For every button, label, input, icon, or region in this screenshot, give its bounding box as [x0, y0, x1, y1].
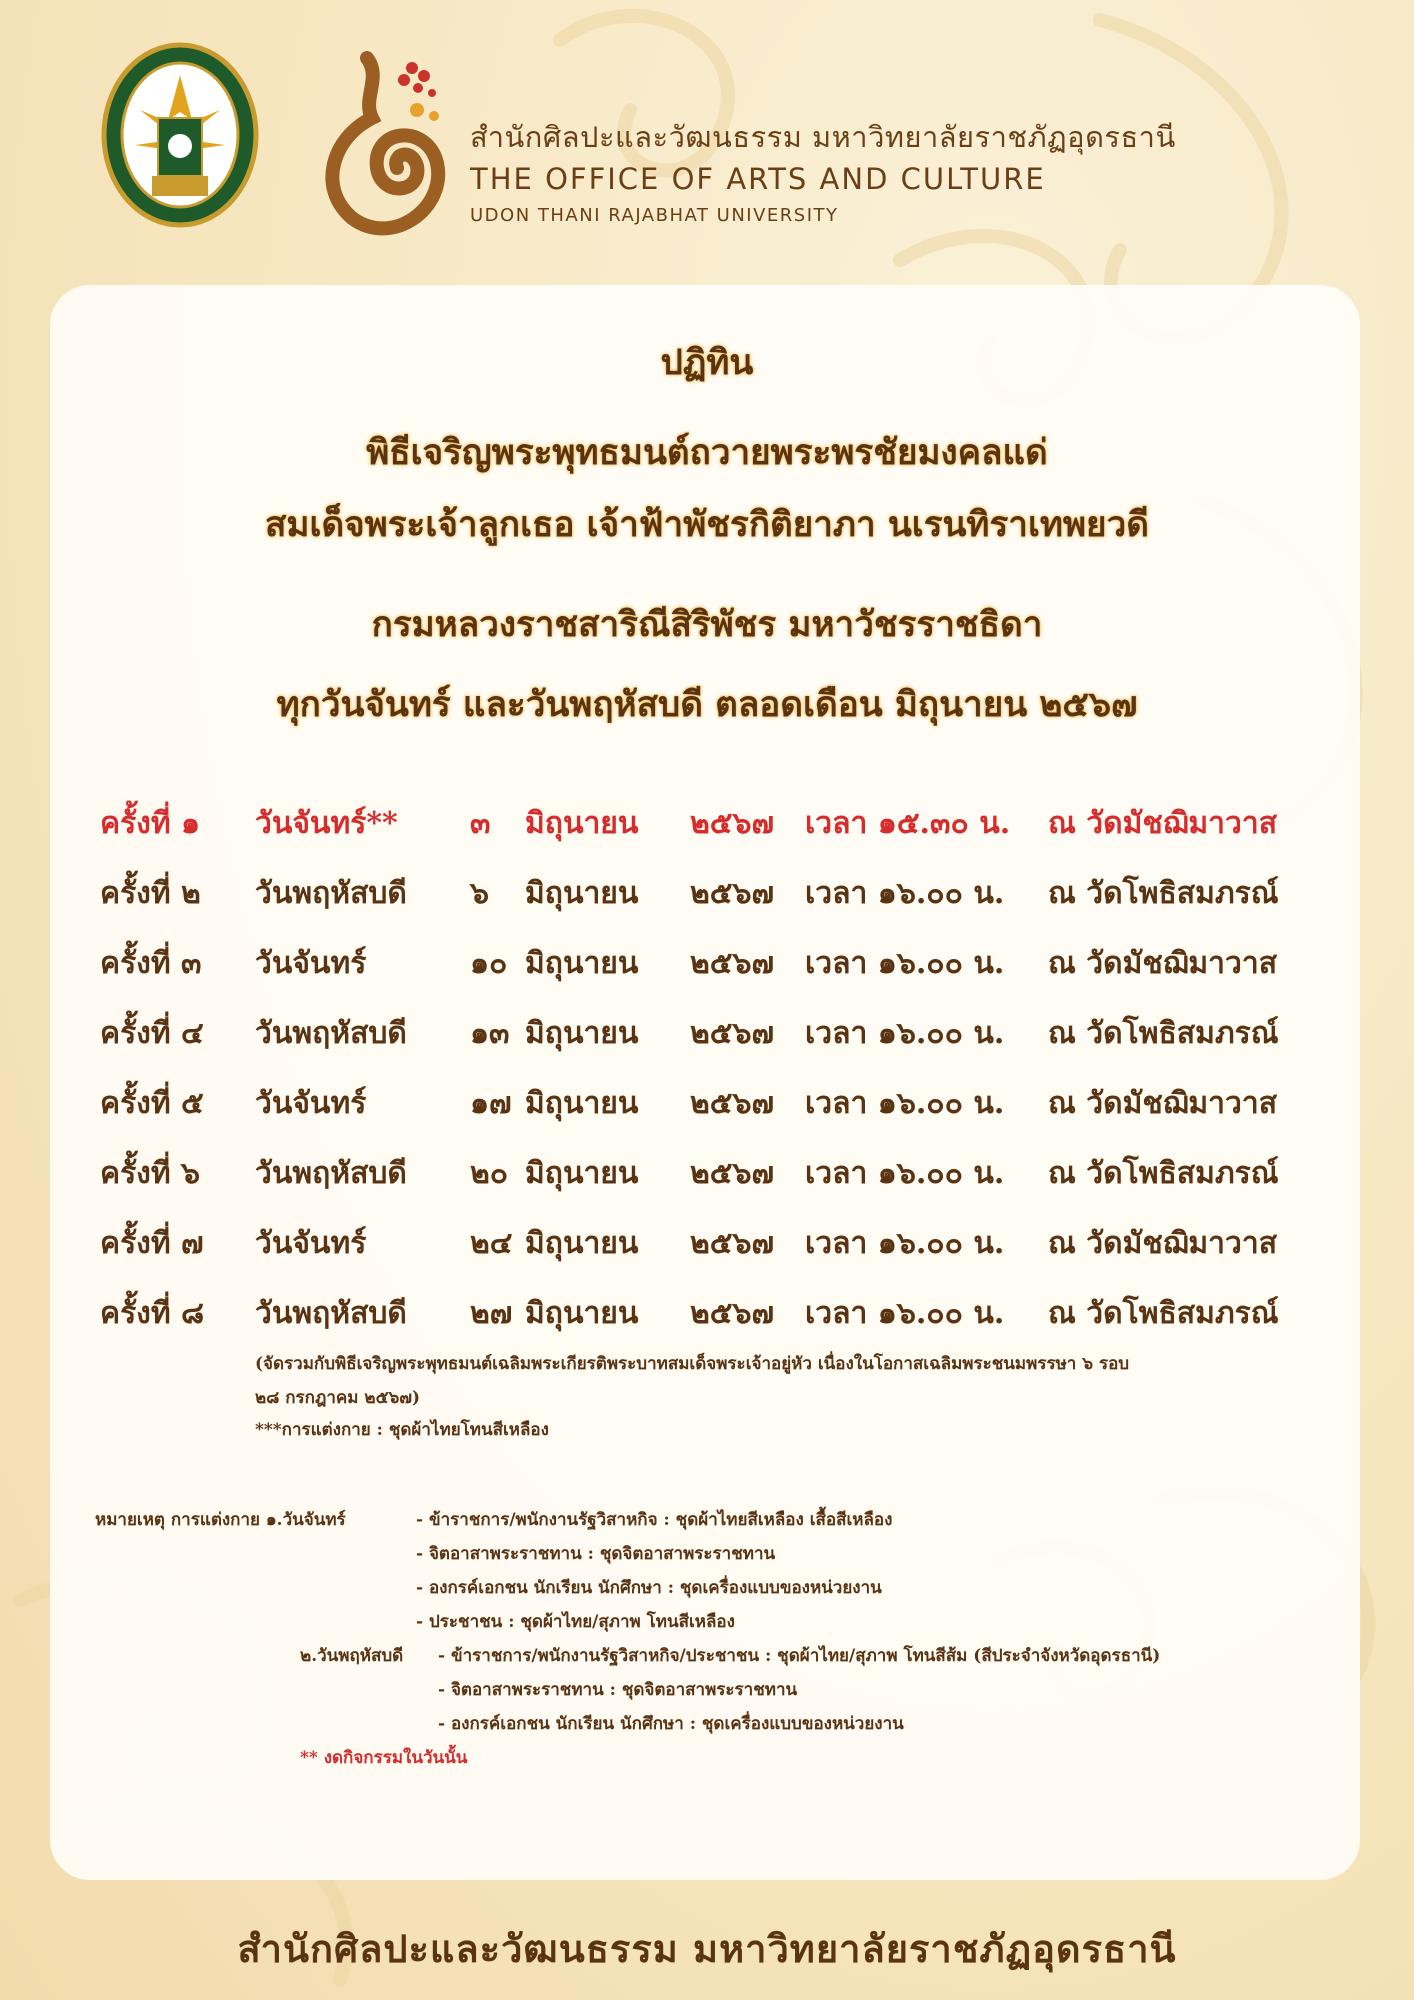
title-line-4: กรมหลวงราชสาริณีสิริพัชร มหาวัชรราชธิดา	[371, 604, 1043, 645]
schedule-row	[0, 1290, 1414, 1350]
session-number: ครั้งที่ ๖	[100, 1156, 201, 1191]
schedule-row	[0, 1080, 1414, 1140]
session-number: ครั้งที่ ๕	[100, 1086, 204, 1121]
session-time: เวลา ๑๖.๐๐ น.	[805, 1086, 1005, 1121]
session-year: ๒๕๖๗	[690, 1156, 775, 1191]
remarks-thursday-label: ๒.วันพฤหัสบดี	[300, 1646, 404, 1666]
session-day: วันจันทร์	[255, 1086, 367, 1121]
session-number: ครั้งที่ ๔	[100, 1016, 204, 1051]
title-line-2: พิธีเจริญพระพุทธมนต์ถวายพระพรชัยมงคลแด่	[366, 432, 1048, 473]
session-number: ครั้งที่ ๒	[100, 876, 201, 911]
session-year: ๒๕๖๗	[690, 1016, 775, 1051]
session-date: ๖	[470, 876, 490, 911]
remarks-label: หมายเหตุ การแต่งกาย ๑.วันจันทร์	[95, 1510, 346, 1530]
session-month: มิถุนายน	[525, 876, 639, 911]
remark-monday-item: - ประชาชน : ชุดผ้าไทย/สุภาพ โทนสีเหลือง	[416, 1612, 735, 1632]
session-month: มิถุนายน	[525, 1086, 639, 1121]
schedule-row	[0, 1220, 1414, 1280]
session-time: เวลา ๑๖.๐๐ น.	[805, 1226, 1005, 1261]
session-month: มิถุนายน	[525, 1296, 639, 1331]
session-date: ๑๓	[470, 1016, 510, 1051]
session-place: ณ วัดโพธิสมภรณ์	[1048, 1296, 1279, 1331]
session-date: ๒๐	[470, 1156, 509, 1191]
session-month: มิถุนายน	[525, 1226, 639, 1261]
remark-thursday-item: - ข้าราชการ/พนักงานรัฐวิสาหกิจ/ประชาชน : ชุดผ้าไทย/สุภาพ โทนสีส้ม (สีประจำจังหวัดอุดรธานี)	[438, 1646, 1161, 1666]
session-day: วันจันทร์**	[255, 806, 398, 841]
session-date: ๑๐	[470, 946, 508, 981]
dress-code-note: ***การแต่งกาย : ชุดผ้าไทยโทนสีเหลือง	[255, 1420, 549, 1440]
remark-thursday-item: - จิตอาสาพระราชทาน : ชุดจิตอาสาพระราชทาน	[438, 1680, 798, 1700]
schedule-row	[0, 870, 1414, 930]
session-day: วันจันทร์	[255, 946, 367, 981]
session-date: ๒๗	[470, 1296, 513, 1331]
session-place: ณ วัดโพธิสมภรณ์	[1048, 1156, 1279, 1191]
schedule-row	[0, 1010, 1414, 1070]
session-place: ณ วัดโพธิสมภรณ์	[1048, 876, 1279, 911]
session-place: ณ วัดมัชฌิมาวาส	[1048, 946, 1277, 981]
session-year: ๒๕๖๗	[690, 1226, 775, 1261]
schedule-row	[0, 800, 1414, 860]
calendar-heading: ปฏิทิน	[660, 342, 754, 383]
session-time: เวลา ๑๖.๐๐ น.	[805, 1156, 1005, 1191]
session-number: ครั้งที่ ๘	[100, 1296, 205, 1331]
session-number: ครั้งที่ ๗	[100, 1226, 204, 1261]
session-year: ๒๕๖๗	[690, 1296, 775, 1331]
schedule-row	[0, 1150, 1414, 1210]
session-year: ๒๕๖๗	[690, 1086, 775, 1121]
title-line-5: ทุกวันจันทร์ และวันพฤหัสบดี ตลอดเดือน มิถุนายน ๒๕๖๗	[276, 684, 1138, 725]
session-day: วันพฤหัสบดี	[255, 1156, 407, 1191]
session-date: ๓	[470, 806, 491, 841]
remark-monday-item: - ข้าราชการ/พนักงานรัฐวิสาหกิจ : ชุดผ้าไทยสีเหลือง เสื้อสีเหลือง	[416, 1510, 893, 1530]
session-place: ณ วัดมัชฌิมาวาส	[1048, 806, 1277, 841]
session-year: ๒๕๖๗	[690, 946, 775, 981]
session-day: วันพฤหัสบดี	[255, 1296, 407, 1331]
cancel-activity-note: ** งดกิจกรรมในวันนั้น	[300, 1748, 468, 1768]
session-time: เวลา ๑๖.๐๐ น.	[805, 876, 1005, 911]
session-date: ๒๔	[470, 1226, 513, 1261]
remark-thursday-item: - องกรค์เอกชน นักเรียน นักศึกษา : ชุดเครื่องแบบของหน่วยงาน	[438, 1714, 904, 1734]
session-time: เวลา ๑๕.๓๐ น.	[805, 806, 1011, 841]
session-time: เวลา ๑๖.๐๐ น.	[805, 946, 1005, 981]
session-number: ครั้งที่ ๑	[100, 806, 201, 841]
session-time: เวลา ๑๖.๐๐ น.	[805, 1016, 1005, 1051]
remark-monday-item: - องกรค์เอกชน นักเรียน นักศึกษา : ชุดเครื่องแบบของหน่วยงาน	[416, 1578, 882, 1598]
combined-ceremony-date: ๒๘ กรกฎาคม ๒๕๖๗)	[255, 1388, 421, 1408]
session-year: ๒๕๖๗	[690, 806, 775, 841]
session-day: วันพฤหัสบดี	[255, 876, 407, 911]
session-place: ณ วัดโพธิสมภรณ์	[1048, 1016, 1279, 1051]
session-place: ณ วัดมัชฌิมาวาส	[1048, 1226, 1277, 1261]
org-name-thai: สำนักศิลปะและวัฒนธรรม มหาวิทยาลัยราชภัฏอุดรธานี	[470, 120, 1176, 154]
schedule-row	[0, 940, 1414, 1000]
session-place: ณ วัดมัชฌิมาวาส	[1048, 1086, 1277, 1121]
university-seal-logo	[100, 40, 260, 230]
session-number: ครั้งที่ ๓	[100, 946, 202, 981]
session-month: มิถุนายน	[525, 1016, 639, 1051]
session-day: วันจันทร์	[255, 1226, 367, 1261]
university-name-english: UDON THANI RAJABHAT UNIVERSITY	[470, 205, 839, 226]
session-month: มิถุนายน	[525, 1156, 639, 1191]
session-year: ๒๕๖๗	[690, 876, 775, 911]
session-day: วันพฤหัสบดี	[255, 1016, 407, 1051]
footer-org-name: สำนักศิลปะและวัฒนธรรม มหาวิทยาลัยราชภัฏอุดรธานี	[237, 1926, 1177, 1971]
session-month: มิถุนายน	[525, 946, 639, 981]
arts-office-logo	[312, 48, 462, 238]
remark-monday-item: - จิตอาสาพระราชทาน : ชุดจิตอาสาพระราชทาน	[416, 1544, 776, 1564]
title-line-3: สมเด็จพระเจ้าลูกเธอ เจ้าฟ้าพัชรกิติยาภา นเรนทิราเทพยวดี	[265, 504, 1149, 545]
combined-ceremony-note: (จัดรวมกับพิธีเจริญพระพุทธมนต์เฉลิมพระเกียรติพระบาทสมเด็จพระเจ้าอยู่หัว เนื่องในโอกาสเฉลิมพระชนมพรรษา ๖ รอบ	[255, 1354, 1130, 1374]
session-month: มิถุนายน	[525, 806, 639, 841]
session-date: ๑๗	[470, 1086, 512, 1121]
org-name-english: THE OFFICE OF ARTS AND CULTURE	[470, 162, 1046, 196]
session-time: เวลา ๑๖.๐๐ น.	[805, 1296, 1005, 1331]
